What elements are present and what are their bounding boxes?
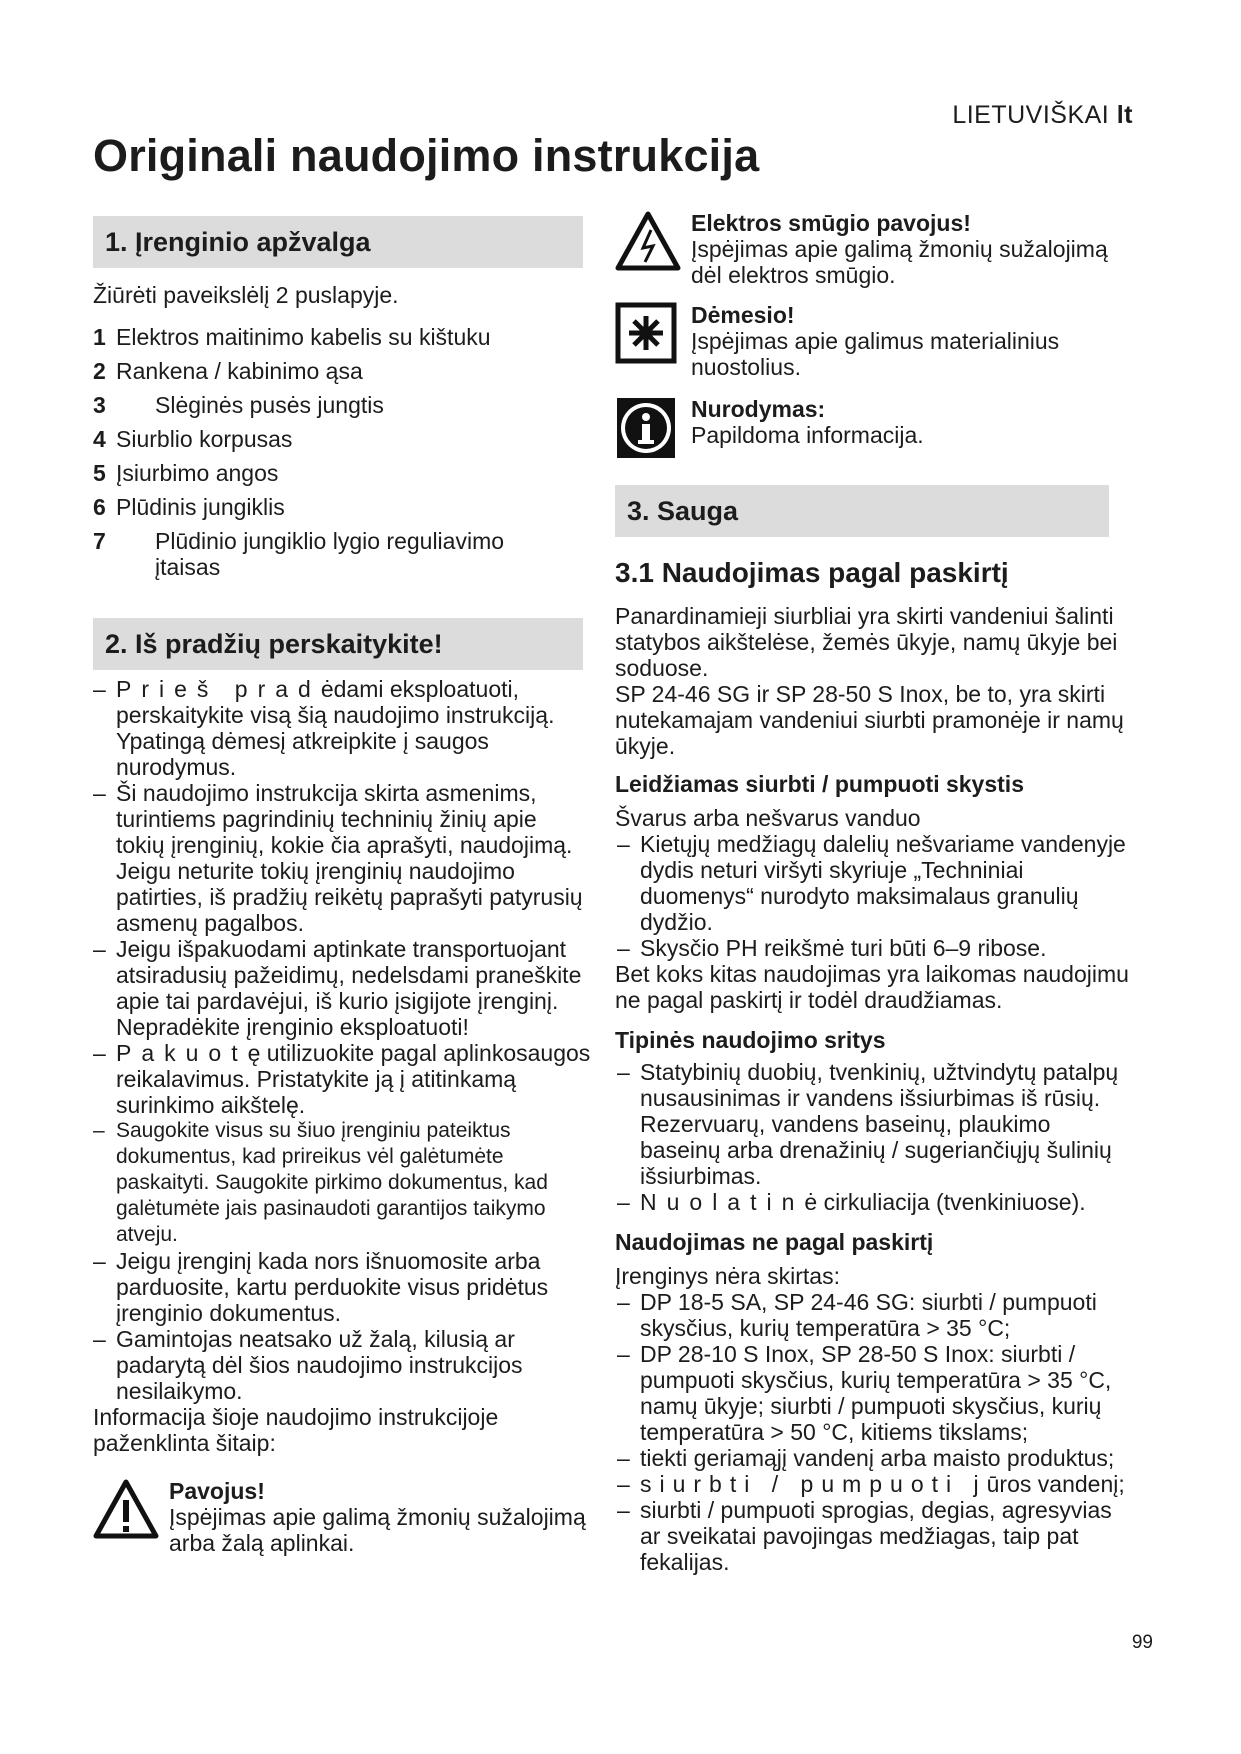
allowed-heading: Leidžiamas siurbti / pumpuoti skystis [615,771,1024,797]
item-text: DP 28-10 S Inox, SP 28-50 S Inox: siurbti / pumpuoti skysčius, kurių temperatūra > 35 °C, namų ūkyje; siurbti / pumpuoti skysčius, kurių temperatūra > 50 °C, kitiems tikslams; [640,1341,1112,1445]
item-text: Skysčio PH reikšmė turi būti 6–9 ribose. [640,935,1047,961]
page-number: 99 [1131,1632,1153,1653]
list-item [615,935,1135,961]
item-text: ūros vandenį; [986,1471,1125,1497]
danger-warning [93,1478,593,1556]
list-item [93,528,593,580]
item-text: tiekti geriamąjį vandenį arba maisto produktus; [640,1445,1115,1471]
item-number: 1 [93,324,106,350]
list-item [615,831,1135,935]
item-number: 6 [93,494,106,520]
item-text: Rankena / kabinimo ąsa [116,358,363,384]
item-text: ė cirkuliacija (tvenkiniuose). [804,1189,1086,1215]
list-item [93,494,593,520]
section-1-heading: 1. Įrenginio apžvalga [93,216,583,268]
danger-title: Pavojus! [169,1478,265,1504]
electric-shock-icon [615,210,681,277]
right-column [615,210,1135,1575]
typical-list [615,1059,1135,1215]
list-item [91,1248,591,1326]
attention-warning [615,302,1135,380]
item-text: Plūdinis jungiklis [116,494,285,520]
misuse-intro: Įrenginys nėra skirtas: [615,1263,840,1289]
other-use-text: Bet koks kitas naudojimas yra laikomas naudojimu ne pagal paskirtį ir todėl draudžiamas. [615,961,1129,1013]
list-item [615,1059,1135,1189]
note-title: Nurodymas: [691,396,826,422]
item-text: siurbti / pumpuoti sprogias, degias, agresyvias ar sveikatai pavojingas medžiagas, taip pat fekalijas. [640,1497,1112,1575]
language-name: LIETUVIŠKAI [952,101,1110,129]
list-item [93,324,593,350]
list-item [615,1471,1135,1497]
left-column [93,216,593,1556]
attention-icon [615,302,681,369]
spaced-lead: Prieš prad [116,676,321,702]
item-number: 7 [93,528,106,554]
list-item [91,1326,591,1404]
danger-text: Įspėjimas apie galimą žmonių sužalojimą arba žalą aplinkai. [169,1504,586,1556]
item-text: DP 18-5 SA, SP 24-46 SG: siurbti / pumpuoti skysčius, kurių temperatūra > 35 °C; [640,1289,1097,1341]
item-text: Įsiurbimo angos [116,460,279,486]
typical-heading: Tipinės naudojimo sritys [615,1027,886,1053]
list-item [615,1189,1135,1215]
list-item [91,1040,591,1118]
item-number: 4 [93,426,106,452]
usage-intro: Panardinamieji siurbliai yra skirti vandeniui šalinti statybos aikštelėse, žemės ūkyje, namų ūkyje bei soduose. [615,603,1118,681]
list-item [91,936,591,1040]
language-code: lt [1116,101,1133,129]
item-text: Kietųjų medžiagų dalelių nešvariame vandenyje dydis neturi viršyti skyriuje „Techniniai duomenys“ nurodyto maksimalaus granulių dydžio. [640,831,1126,935]
parts-list [93,324,593,580]
item-number: 3 [93,392,106,418]
item-text: Statybinių duobių, tvenkinių, užtvindytų patalpų nusausinimas ir vandens išsiurbimas iš rūsių. Rezervuarų, vandens baseinų, plaukimo baseinų arba drenažinių / sugeriančiųjų šulinių išsiurbimas. [640,1059,1119,1189]
read-first-list [91,676,591,1404]
list-item [615,1497,1135,1575]
warning-triangle-icon [93,1478,159,1545]
list-item [91,780,591,936]
list-item [91,1118,591,1248]
misuse-list [615,1289,1135,1575]
list-item [615,1341,1135,1445]
list-item [93,392,593,418]
section-1-intro: Žiūrėti paveikslėlį 2 puslapyje. [93,282,399,308]
list-item [615,1289,1135,1341]
list-item [93,460,593,486]
usage-intro-2: SP 24-46 SG ir SP 28-50 S Inox, be to, yra skirti nutekamajam vandeniui siurbti pramonėje ir namų ūkyje. [615,681,1124,759]
list-item [91,676,591,780]
electric-text: Įspėjimas apie galimą žmonių sužalojimą dėl elektros smūgio. [691,236,1108,288]
info-icon [615,396,681,465]
electric-warning [615,210,1135,288]
item-text: Jeigu išpakuodami aptinkate transportuojant atsiradusių pažeidimų, nedelsdami praneškite apie tai pardavėjui, iš kurio įsigijote įrenginį. Nepradėkite įrenginio eksploatuoti! [116,936,582,1040]
item-text: ėdami eksploatuoti, perskaitykite visą šią naudojimo instrukciją. Ypatingą dėmesį atkreipkite į saugos nurodymus. [116,676,555,780]
misuse-heading: Naudojimas ne pagal paskirtį [615,1229,934,1255]
section-3-heading: 3. Sauga [615,485,1109,537]
item-text: ę utilizuokite pagal aplinkosaugos reikalavimus. Pristatykite ją į atitinkamą surinkimo aikštelę. [116,1040,591,1118]
marking-text: Informacija šioje naudojimo instrukcijoje paženklinta šitaip: [93,1404,499,1456]
note-box [615,396,1135,465]
spaced-lead: siurbti / pumpuoti j [640,1471,987,1497]
attention-text: Įspėjimas apie galimus materialinius nuostolius. [691,328,1060,380]
item-text: Gamintojas neatsako už žalą, kilusią ar padarytą dėl šios naudojimo instrukcijos nesilaikymo. [116,1326,523,1404]
allowed-list [615,831,1135,961]
list-item [93,358,593,384]
item-text: Slėginės pusės jungtis [155,392,384,418]
list-item [93,426,593,452]
item-text: Plūdinio jungiklio lygio reguliavimo įtaisas [155,528,505,580]
item-text: Jeigu įrenginį kada nors išnuomosite arba parduosite, kartu perduokite visus pridėtus įrenginio dokumentus. [116,1248,549,1326]
item-text: Saugokite visus su šiuo įrenginiu pateiktus dokumentus, kad prireikus vėl galėtumėte paskaityti. Saugokite pirkimo dokumentus, kad galėtumėte jais pasinaudoti garantijos taikymo atveju. [116,1119,548,1246]
list-item [615,1445,1135,1471]
item-number: 2 [93,358,106,384]
item-text: Siurblio korpusas [116,426,293,452]
allowed-intro: Švarus arba nešvarus vanduo [615,805,921,831]
spaced-lead: Nuolatin [640,1189,805,1215]
attention-title: Dėmesio! [691,302,795,328]
subsection-heading: 3.1 Naudojimas pagal paskirtį [615,557,1009,588]
note-text: Papildoma informacija. [691,422,924,448]
electric-title: Elektros smūgio pavojus! [691,210,971,236]
item-number: 5 [93,460,106,486]
section-2-heading: 2. Iš pradžių perskaitykite! [93,618,583,670]
item-text: Ši naudojimo instrukcija skirta asmenims, turintiems pagrindinių techninių žinių apie tokių įrenginių, kokie čia aprašyti, naudojimą. Jeigu neturite tokių įrenginių naudojimo patirties, iš pradžių reikėtų paprašyti patyrusių asmenų pagalbos. [116,780,583,936]
page-title: Originali naudojimo instrukcija [93,130,760,181]
language-label [952,101,1133,130]
spaced-lead: Pakuot [116,1040,248,1066]
item-text: Elektros maitinimo kabelis su kištuku [116,324,491,350]
